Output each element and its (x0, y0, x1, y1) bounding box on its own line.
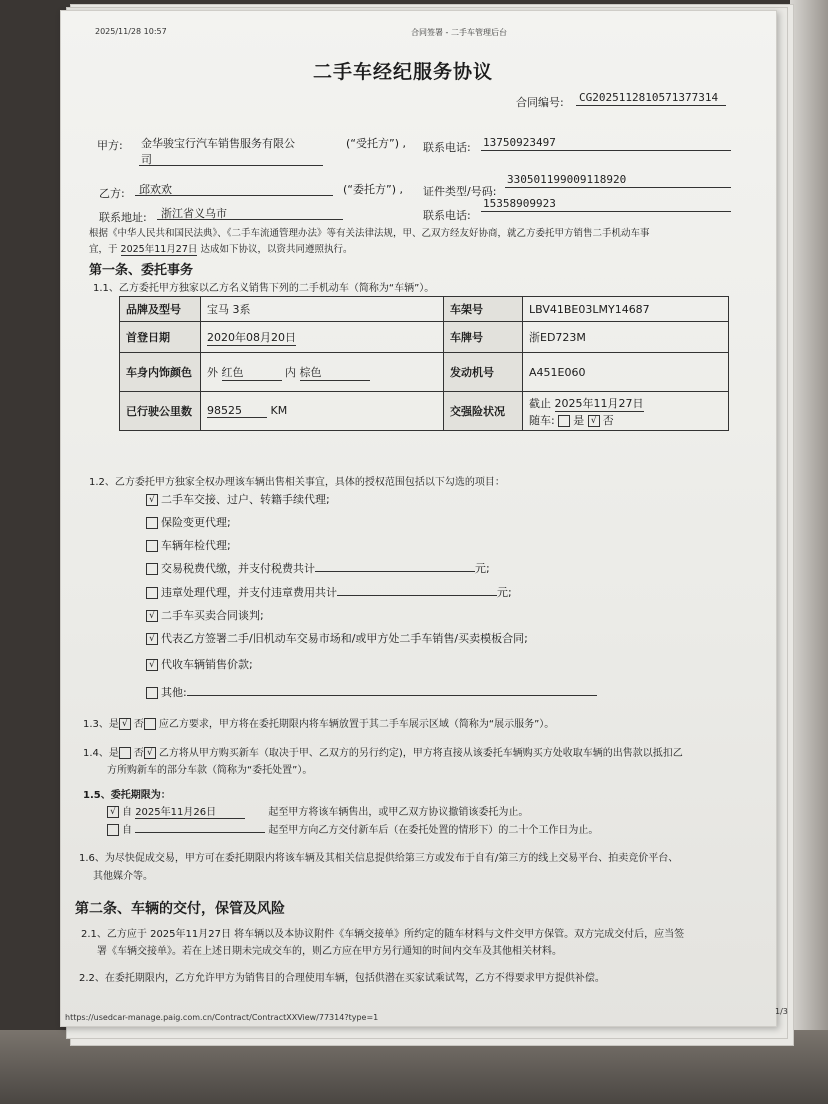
option-negotiation: √ 二手车买卖合同谈判; (146, 607, 264, 623)
vehicle-table (119, 296, 729, 431)
clause-2-1-line-2: 署《车辆交接单》。若在上述日期未完成交车的，则乙方应在甲方另行通知的时间内交车及其他相关材料。 (97, 946, 562, 957)
color-label: 车身内饰颜色 (120, 353, 201, 392)
party-b-address-label: 联系地址: (99, 211, 147, 224)
party-b-label: 乙方: (99, 187, 125, 200)
clause-1-2: 1.2、乙方委托甲方独家全权办理该车辆出售相关事宜，具体的授权范围包括以下勾选的项目： (89, 477, 505, 488)
clause-1-4-yes-checkbox[interactable] (119, 747, 131, 759)
option-insurance: 保险变更代理; (146, 514, 231, 530)
clause-1-5-label: 1.5、委托期限为： (83, 790, 171, 801)
checkbox[interactable] (146, 517, 158, 529)
checkbox[interactable]: √ (146, 610, 158, 622)
mileage-label: 已行驶公里数 (120, 392, 201, 431)
term-option-2: 自 起至甲方向乙方交付新车后（在委托处置的情形下）的二十个工作日为止。 (107, 821, 598, 836)
insurance-date: 2025年11月27日 (554, 396, 644, 410)
option-tax: 交易税费代缴，并支付税费共计 元; (146, 560, 490, 576)
contract-page (60, 10, 788, 1027)
preamble-line-1: 根据《中华人民共和国民法典》、《二手车流通管理办法》等有关法律法规，甲、乙双方经友好协商，就乙方委托甲方销售二手机动车事 (89, 228, 650, 239)
plate-label: 车牌号 (444, 322, 523, 353)
print-time: 2025/11/28 10:57 (95, 27, 167, 36)
term-option-1: √ 自 2025年11月26日 起至甲方将该车辆售出，或甲乙双方协议撤销该委托为止。 (107, 803, 528, 819)
reg-date-value: 2020年08月20日 (201, 322, 444, 353)
checkbox[interactable] (146, 540, 158, 552)
clause-2-2: 2.2、在委托期限内，乙方允许甲方为销售目的合理使用车辆，包括供潜在买家试乘试驾，乙方不得要求甲方提供补偿。 (79, 973, 605, 984)
clause-2-1: 2.1、乙方应于 2025年11月27日 将车辆以及本协议附件《车辆交接单》所约定的随车材料与文件交甲方保管。双方完成交付后，应当签 (81, 929, 685, 940)
option-violation: 违章处理代理，并支付违章费用共计 元; (146, 584, 512, 600)
party-b-id: 330501199009118920 (507, 173, 627, 186)
party-a-label: 甲方: (97, 139, 123, 152)
party-a-role: (“受托方”) , (346, 137, 406, 150)
option-inspection: 车辆年检代理; (146, 537, 231, 553)
interior-color: 棕色 (300, 364, 370, 381)
party-a-name-2: 司 (141, 153, 152, 166)
brand-label: 品牌及型号 (120, 297, 201, 322)
party-a-name: 金华骏宝行汽车销售服务有限公 (141, 137, 295, 150)
page-number: 1/3 (775, 1007, 788, 1016)
footer-url: https://usedcar-manage.paig.com.cn/Contract/ContractXXView/77314?type=1 (65, 1013, 379, 1022)
article-1-heading: 第一条、委托事务 (89, 263, 194, 278)
clause-1-4: 1.4、是 否 √ 乙方将从甲方购买新车（取决于甲、乙双方的另行约定)，甲方将直接从该委托车辆购买方处收取车辆的出售款以抵扣乙 (83, 748, 683, 759)
term-option-2-checkbox[interactable] (107, 824, 119, 836)
checkbox[interactable] (146, 687, 158, 699)
system-title: 合同签署 - 二手车管理后台 (411, 28, 507, 37)
preamble-line-2: 宜，于 2025年11月27日 达成如下协议，以资共同遵照执行。 (89, 241, 352, 256)
engine-value: A451E060 (523, 353, 729, 392)
mileage-value: 98525 KM (201, 392, 444, 431)
clause-1-3: 1.3、是 √ 否 应乙方要求，甲方将在委托期限内将车辆放置于其二手车展示区域（简称为“展示服务”）。 (83, 719, 555, 730)
checkbox[interactable]: √ (146, 659, 158, 671)
insurance-value: 截止 2025年11月27日 随车: 是 √ 否 (523, 392, 729, 431)
checkbox[interactable]: √ (146, 494, 158, 506)
engine-label: 发动机号 (444, 353, 523, 392)
clause-1-3-yes-checkbox[interactable]: √ (119, 718, 131, 730)
party-a-phone: 13750923497 (483, 136, 556, 149)
color-value: 外 红色 内 棕色 (201, 353, 444, 392)
background-right (790, 0, 828, 1104)
party-b-address: 浙江省义乌市 (161, 207, 227, 220)
exterior-color: 红色 (222, 364, 282, 381)
vin-value: LBV41BE03LMY14687 (523, 297, 729, 322)
insurance-label: 交强险状况 (444, 392, 523, 431)
contract-no-label: 合同编号: (516, 96, 564, 109)
party-b-role: (“委托方”) , (343, 183, 403, 196)
checkbox[interactable] (146, 563, 158, 575)
document-title: 二手车经纪服务协议 (313, 61, 494, 83)
party-b-phone: 15358909923 (483, 197, 556, 210)
checkbox[interactable] (146, 587, 158, 599)
agreement-date: 2025年11月27日 (121, 241, 198, 256)
clause-1-4-line-2: 方所购新车的部分车款（简称为“委托处置”）。 (107, 765, 313, 776)
clause-1-6-line-2: 其他媒介等。 (93, 871, 153, 882)
insurance-no-checkbox[interactable]: √ (588, 415, 600, 427)
brand-value: 宝马 3系 (201, 297, 444, 322)
option-other: 其他: (146, 684, 597, 700)
term-start-date: 2025年11月26日 (135, 803, 245, 819)
option-collect-payment: √ 代收车辆销售价款; (146, 656, 253, 672)
plate-value: 浙ED723M (523, 322, 729, 353)
checkbox[interactable]: √ (146, 633, 158, 645)
party-b-id-label: 证件类型/号码: (423, 185, 497, 198)
clause-1-4-no-checkbox[interactable]: √ (144, 747, 156, 759)
clause-1-3-no-checkbox[interactable] (144, 718, 156, 730)
clause-1-6: 1.6、为尽快促成交易，甲方可在委托期限内将该车辆及其相关信息提供给第三方或发布于自有/第三方的线上交易平台、拍卖竞价平台、 (79, 853, 679, 864)
party-b-phone-label: 联系电话: (423, 209, 471, 222)
party-a-phone-label: 联系电话: (423, 141, 471, 154)
reg-date-label: 首登日期 (120, 322, 201, 353)
contract-no: CG2025112810571377314 (579, 91, 719, 104)
vin-label: 车架号 (444, 297, 523, 322)
option-sign-contract: √ 代表乙方签署二手/旧机动车交易市场和/或甲方处二手车销售/买卖模板合同; (146, 630, 528, 646)
article-2-heading: 第二条、车辆的交付，保管及风险 (75, 901, 285, 917)
party-b-name: 邱欢欢 (139, 183, 172, 196)
option-transfer: √ 二手车交接、过户、转籍手续代理; (146, 491, 330, 507)
insurance-yes-checkbox[interactable] (558, 415, 570, 427)
clause-1-1: 1.1、乙方委托甲方独家以乙方名义销售下列的二手机动车（简称为“车辆”）。 (93, 283, 435, 294)
term-option-1-checkbox[interactable]: √ (107, 806, 119, 818)
